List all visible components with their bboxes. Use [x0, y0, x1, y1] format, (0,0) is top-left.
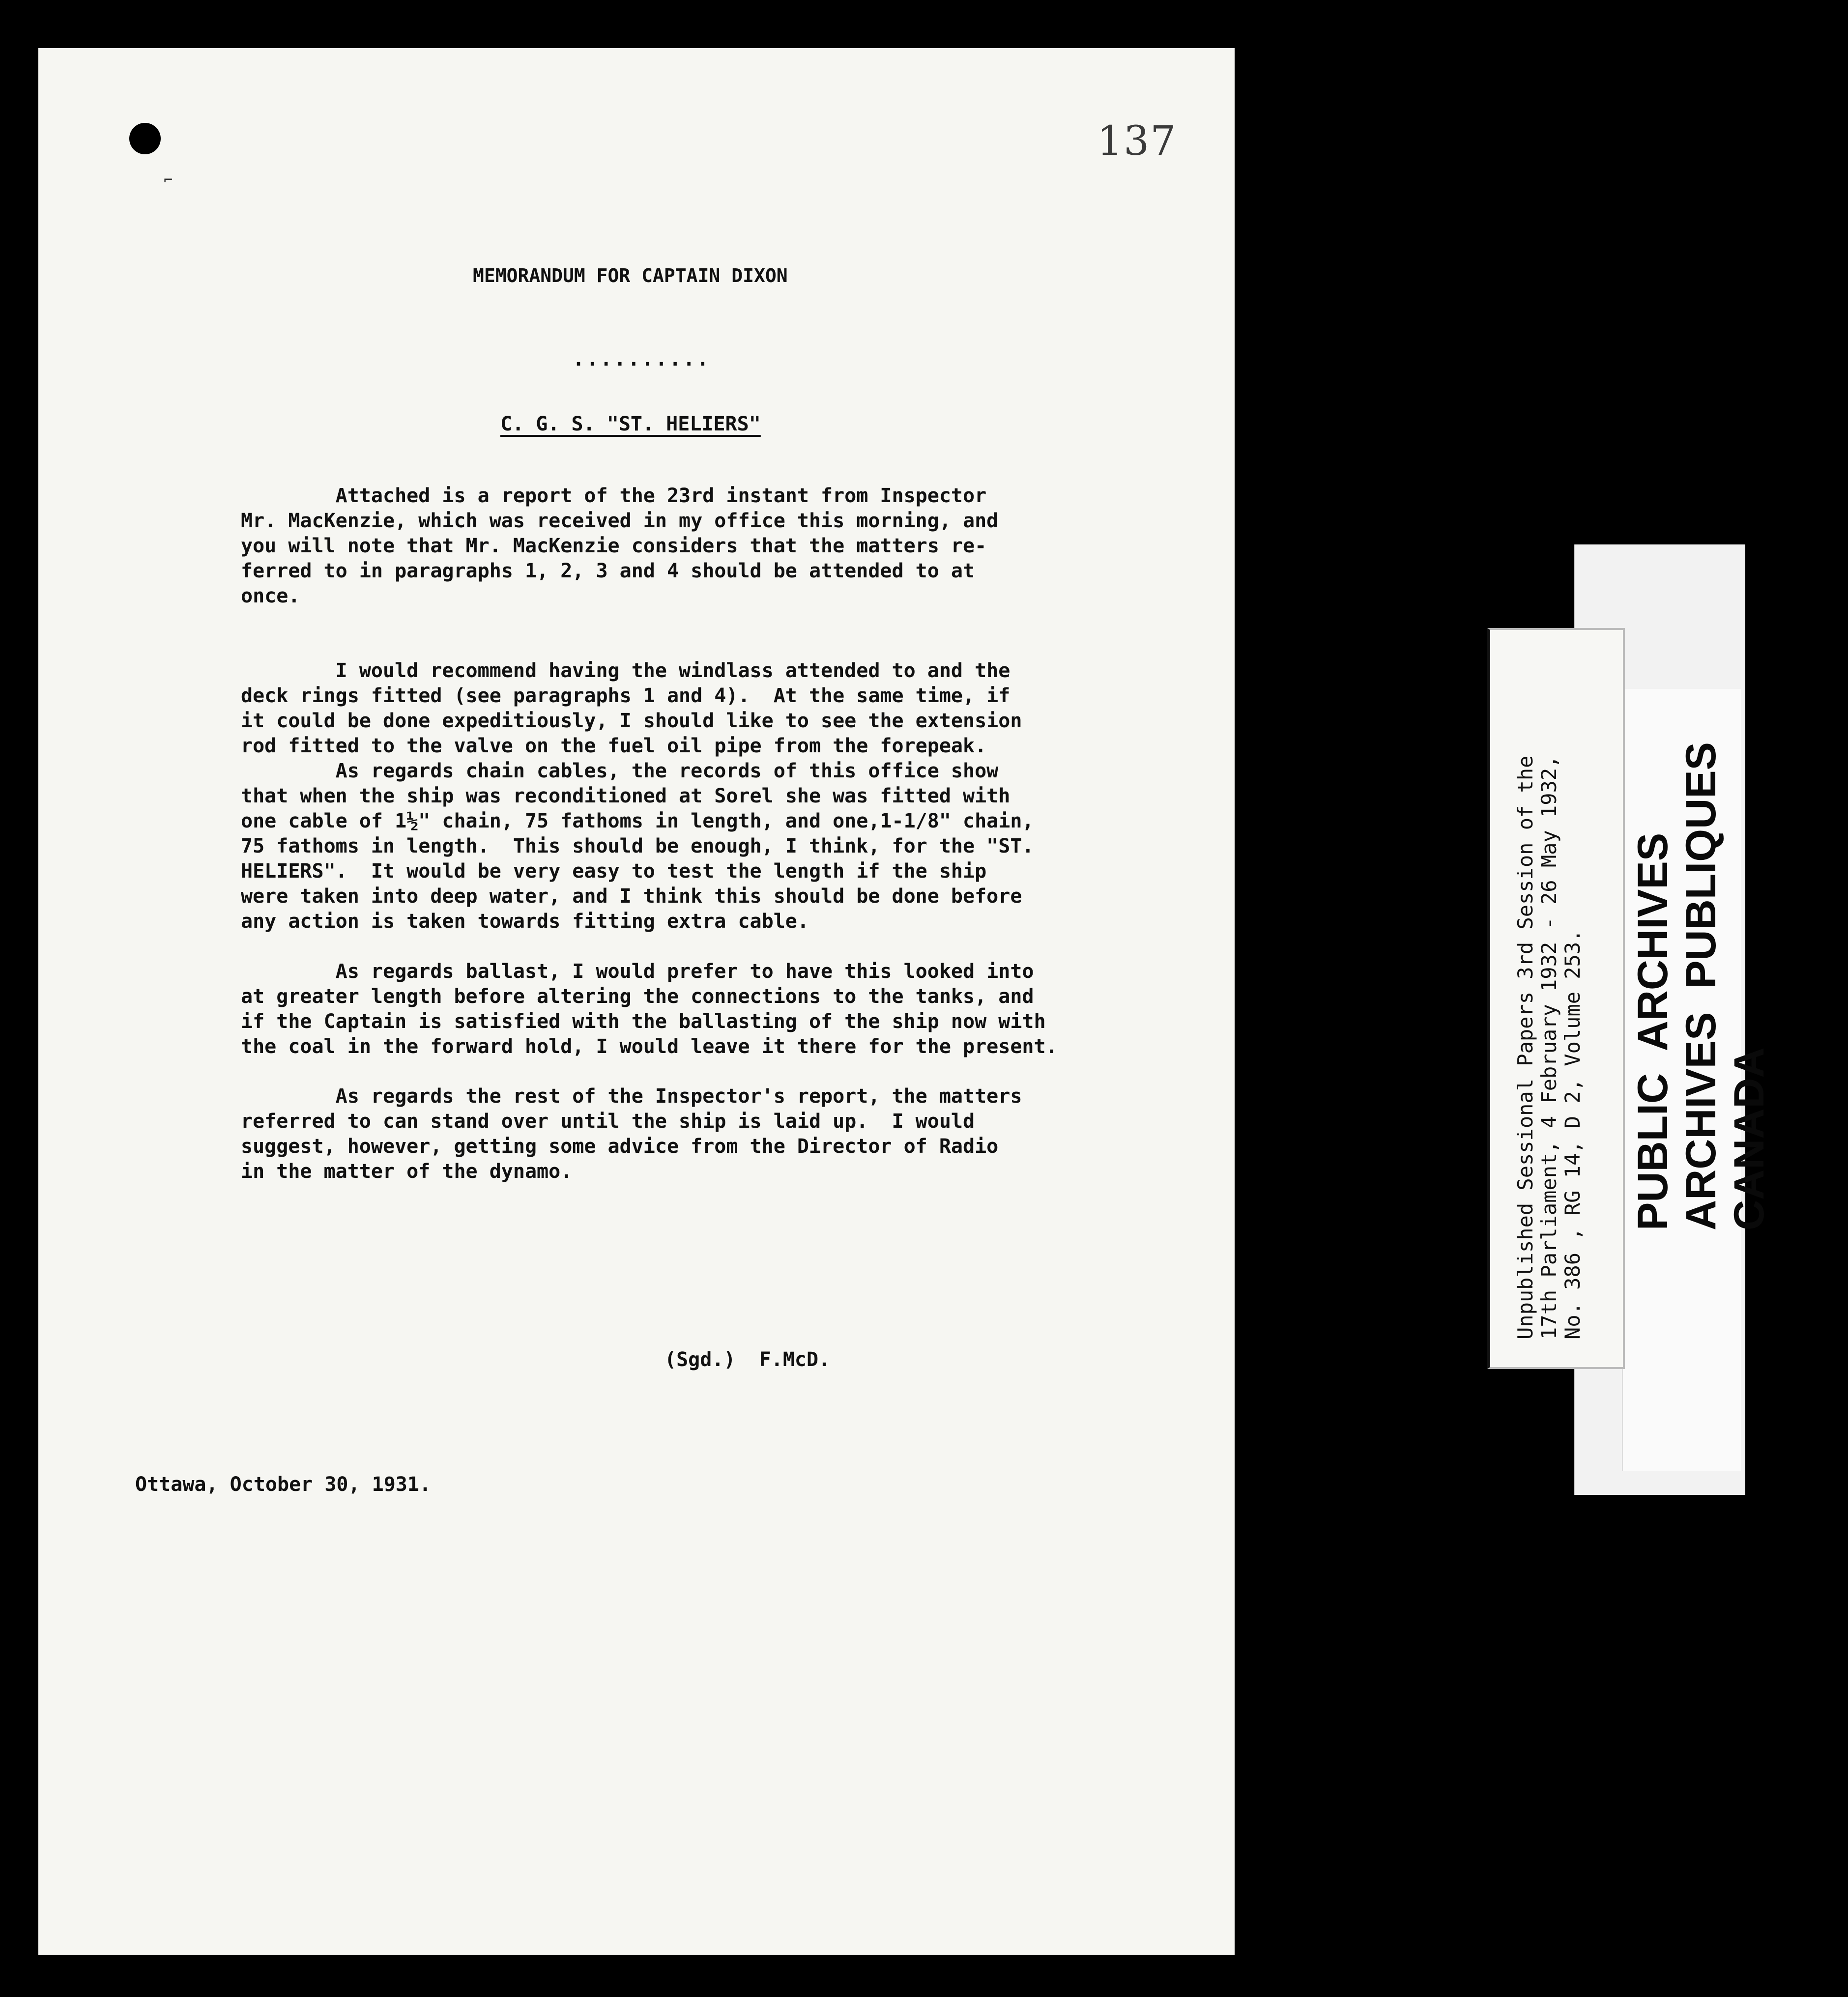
memo-heading: MEMORANDUM FOR CAPTAIN DIXON [473, 265, 788, 286]
paragraph-3: As regards chain cables, the records of this office show that when the ship was reconditioned at Sorel she was fitted with one cable of 1½" chain, 75 fathoms in length, and one,1-1/8" chain, 75 fathoms in length. This should be enough, I think, for the "ST. HELIERS". It would be very easy to test the length if the ship were taken into deep water, and I think this should be done before any action is taken towards fitting extra cable. [241, 760, 1034, 933]
signature: (Sgd.) F.McD. [664, 1348, 831, 1371]
document-page [38, 48, 1235, 1955]
archive-citation: Unpublished Sessional Papers 3rd Session of the 17th Parliament, 4 February 1932 - 26 May 1932, No. 386 , RG 14, D 2, Volume 253. [1513, 755, 1585, 1340]
subject-heading: C. G. S. "ST. HELIERS" [500, 413, 761, 435]
paragraph-4: As regards ballast, I would prefer to have this looked into at greater length before altering the connections to the tanks, and if the Captain is satisfied with the ballasting of the ship now with the coal in the forward hold, I would leave it there for the present. [241, 960, 1058, 1058]
paragraph-5: As regards the rest of the Inspector's report, the matters referred to can stand over until the ship is laid up. I would suggest, however, getting some advice from the Director of Radio in the matter of the dynamo. [241, 1085, 1022, 1183]
paragraph-2: I would recommend having the windlass attended to and the deck rings fitted (see paragraphs 1 and 4). At the same time, if it could be done expeditiously, I should like to see the extension rod fitted to the valve on the fuel oil pipe from the forepeak. [241, 659, 1022, 757]
punch-mark: ⌐ [164, 171, 173, 189]
dateline: Ottawa, October 30, 1931. [135, 1473, 432, 1496]
page-number: 137 [1097, 118, 1177, 165]
punch-hole [129, 123, 161, 154]
separator-dots: .......... [573, 348, 711, 371]
archive-stamp: PUBLIC ARCHIVES ARCHIVES PUBLIQUES CANADA [1629, 742, 1773, 1230]
paragraph-1: Attached is a report of the 23rd instant from Inspector Mr. MacKenzie, which was received in my office this morning, and you will note that Mr. MacKenzie considers that the matters re- ferred to in paragraphs 1, 2, 3 and 4 should be attended to at once. [241, 485, 999, 607]
